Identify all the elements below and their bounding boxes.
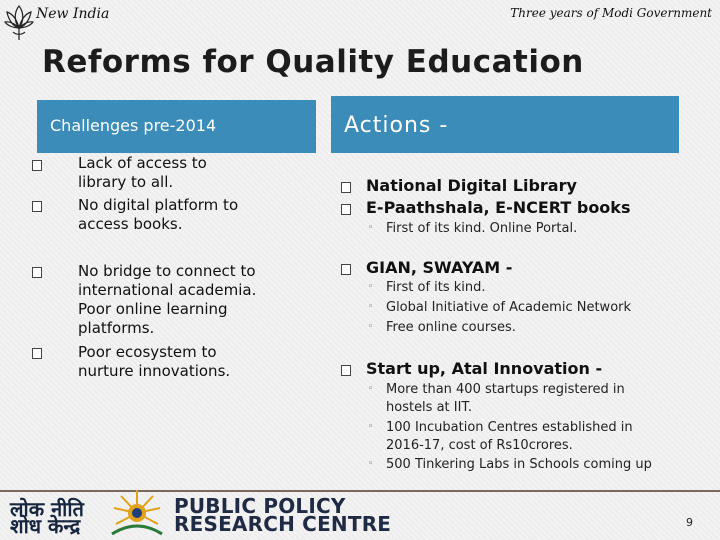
action-sub-item: First of its kind. (386, 280, 486, 295)
actions-heading: Actions - (344, 113, 449, 138)
action-sub-item: 100 Incubation Centres established in 2016-17, cost of Rs10crores. (386, 420, 633, 453)
challenge-item: Poor ecosystem to nurture innovations. (78, 343, 231, 380)
page-number: 9 (686, 516, 693, 529)
tagline: Three years of Modi Government (510, 6, 712, 20)
sub-bullet-icon: ◦ (368, 223, 374, 233)
org-name-line2: RESEARCH CENTRE (174, 512, 392, 536)
action-item: GIAN, SWAYAM - (366, 258, 513, 277)
bullet-box-icon (32, 348, 42, 359)
sub-bullet-icon: ◦ (368, 322, 374, 332)
action-item: Start up, Atal Innovation - (366, 359, 603, 378)
action-sub-item: 500 Tinkering Labs in Schools coming up (386, 457, 652, 472)
action-sub-item: First of its kind. Online Portal. (386, 221, 578, 236)
action-sub-item: More than 400 startups registered in hostels at IIT. (386, 382, 625, 415)
bullet-box-icon (32, 201, 42, 212)
bullet-box-icon (32, 267, 42, 278)
sub-bullet-icon: ◦ (368, 302, 374, 312)
sub-bullet-icon: ◦ (368, 459, 374, 469)
challenge-item: Lack of access to library to all. (78, 154, 207, 191)
action-sub-item: Free online courses. (386, 320, 516, 335)
bullet-box-icon (341, 182, 351, 193)
bullet-box-icon (341, 365, 351, 376)
bullet-box-icon (341, 264, 351, 275)
sub-bullet-icon: ◦ (368, 422, 374, 432)
page-title: Reforms for Quality Education (42, 44, 584, 80)
action-item: National Digital Library (366, 176, 577, 195)
hindi-logo-line1: लोक नीति (10, 497, 84, 521)
action-item: E-Paathshala, E-NCERT books (366, 198, 631, 217)
bullet-box-icon (341, 204, 351, 215)
challenge-item: No digital platform to access books. (78, 196, 239, 233)
challenges-heading: Challenges pre-2014 (50, 116, 217, 135)
sub-bullet-icon: ◦ (368, 282, 374, 292)
bullet-box-icon (32, 160, 42, 171)
action-sub-item: Global Initiative of Academic Network (386, 300, 632, 315)
hindi-logo-line2: शोध केन्द्र (10, 514, 81, 538)
org-name-line1: PUBLIC POLICY (174, 494, 346, 518)
challenge-item: No bridge to connect to international academia. Poor online learning platforms. (78, 262, 257, 337)
party-name: New India (36, 6, 110, 22)
sub-bullet-icon: ◦ (368, 384, 374, 394)
lotus-logo-icon (4, 2, 34, 42)
research-centre-emblem-icon (108, 488, 166, 538)
